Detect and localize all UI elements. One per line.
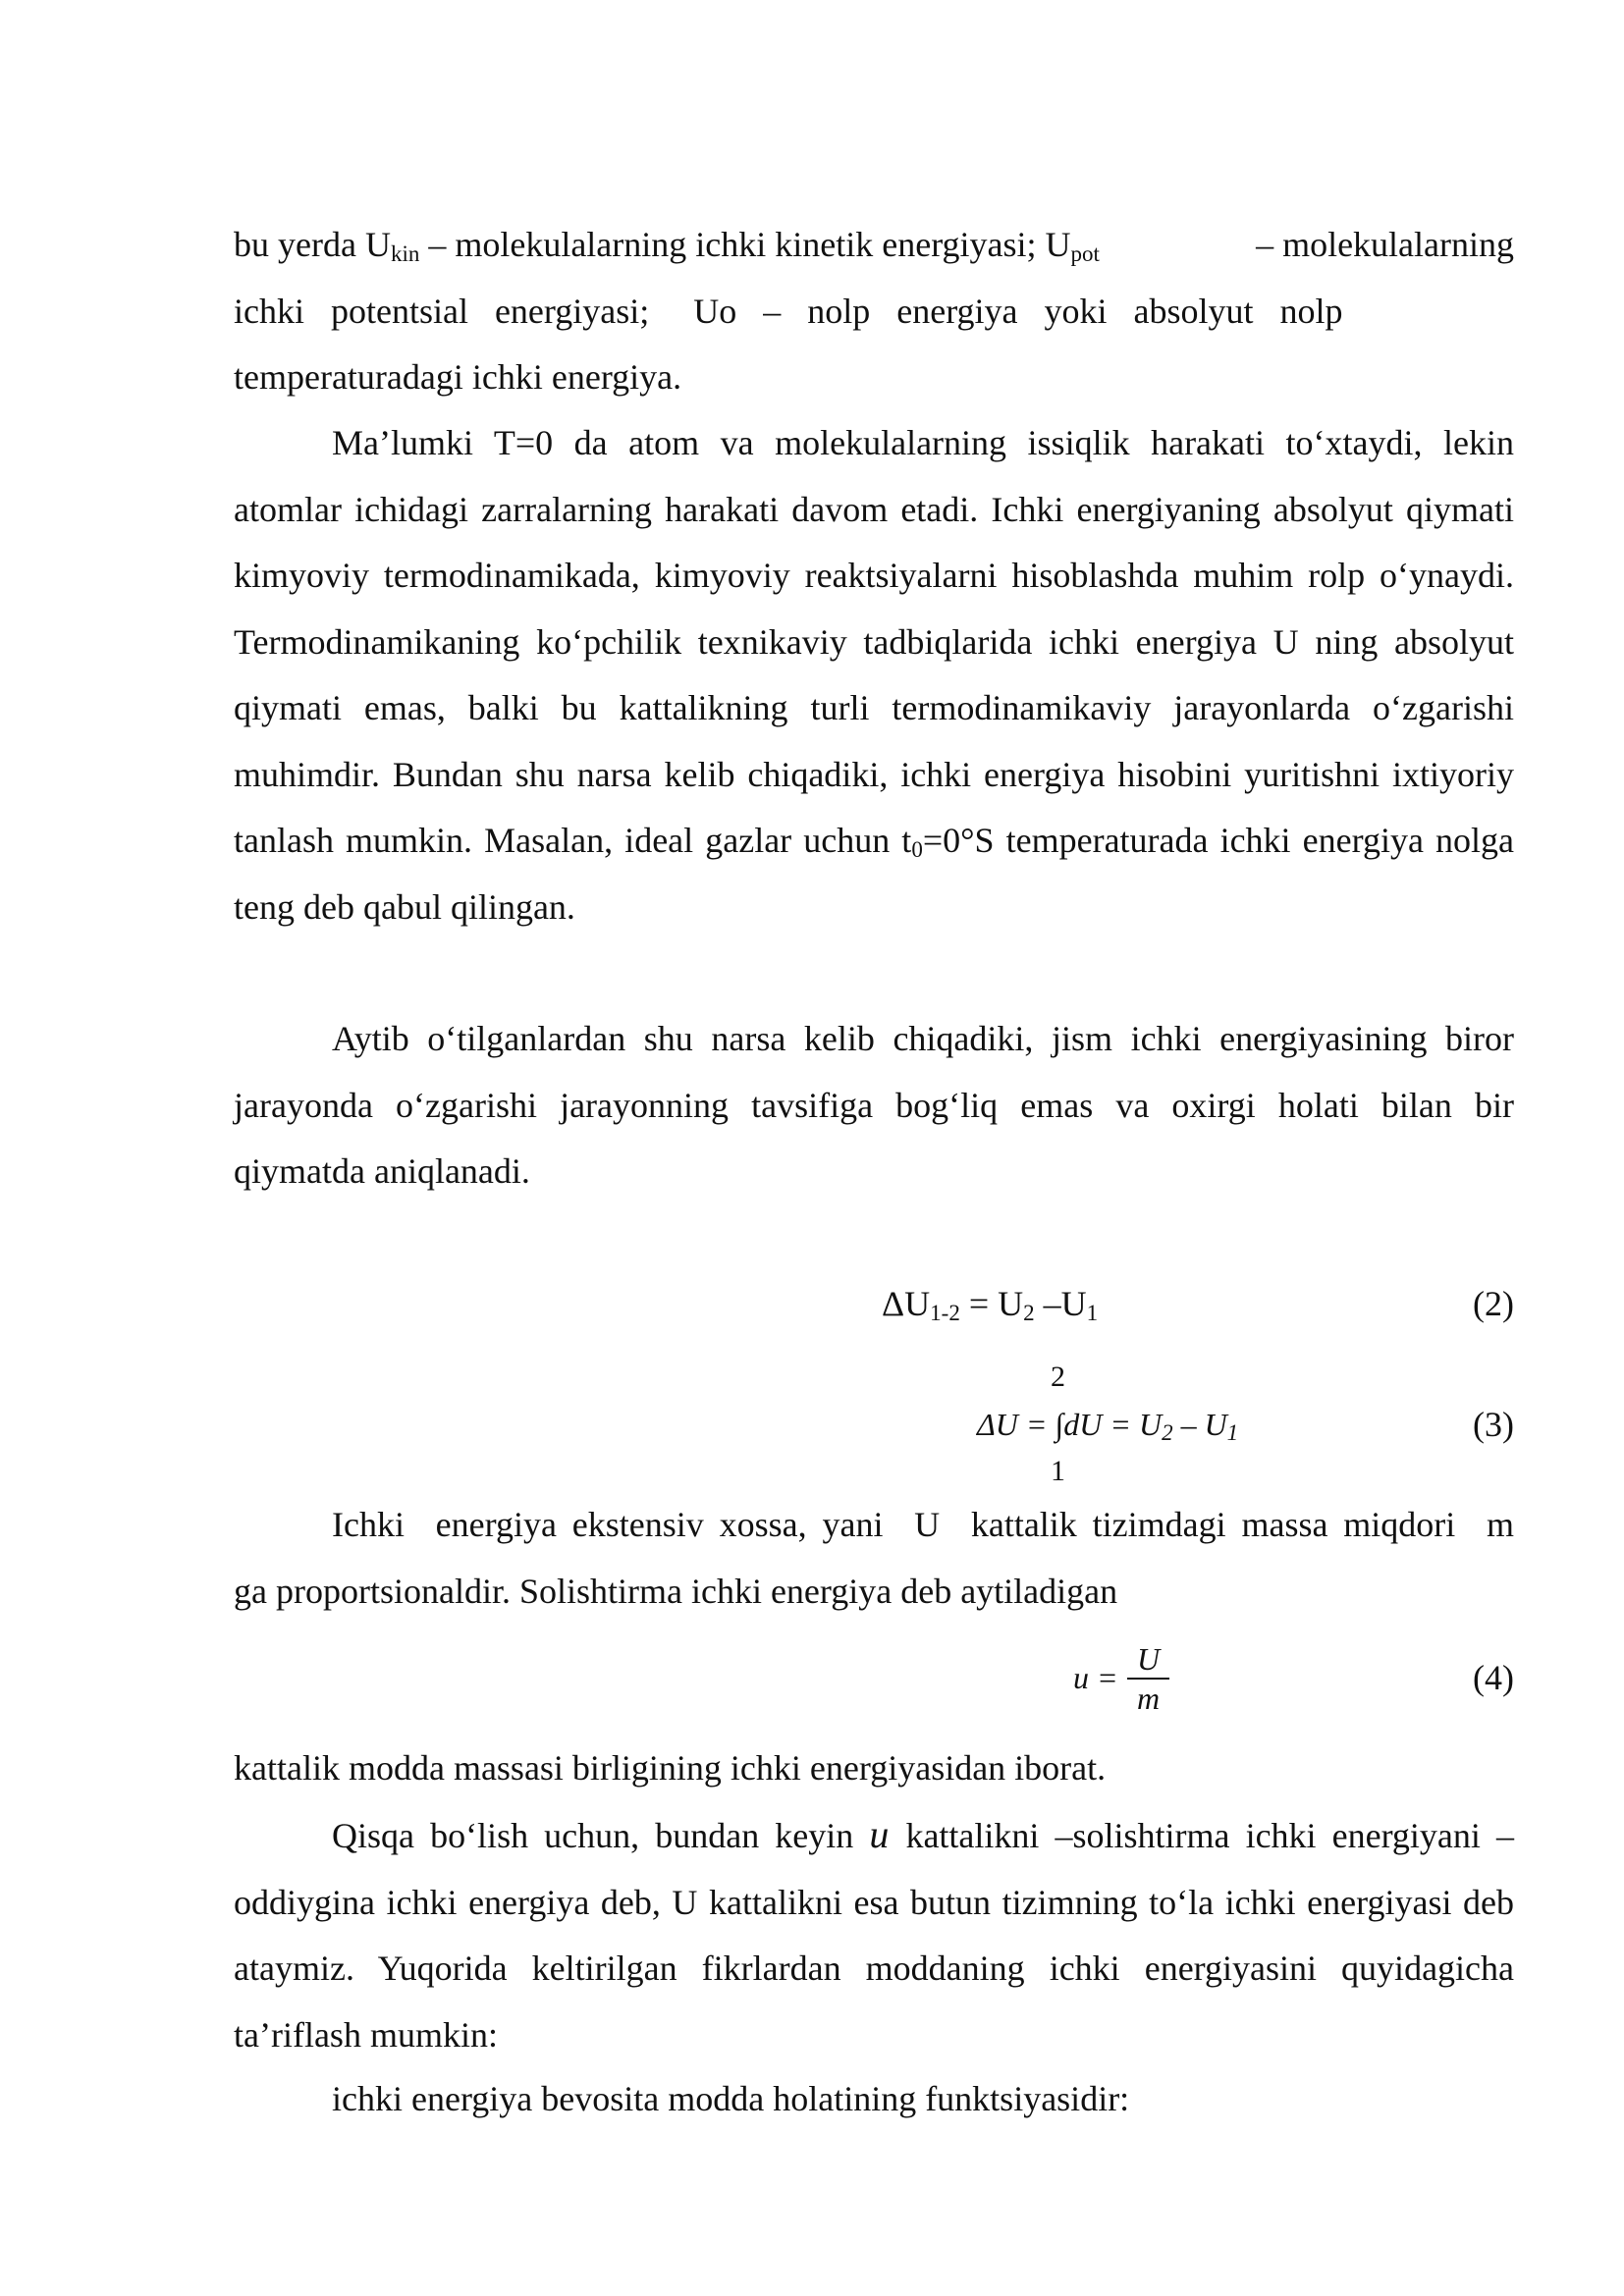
equation-4 <box>234 1634 1514 1723</box>
paragraph-definitions-line2: ichki potentsial energiyasi; Uo – nolp energiya yoki absolyut nolp <box>234 291 1343 331</box>
paragraph-brevity: Qisqa bo‘lish uchun, bundan keyin u kattalikni –solishtirma ichki energiyani –oddiygina ichki energiya deb, U kattalikni esa butun tizimning to‘la ichki energiyasi deb ataymiz. Yuqorida keltirilgan fikrlardan moddaning ichki energiyasini quyidagicha ta’riflash mumkin: <box>234 1812 1514 2055</box>
equation-4-numerator: U <box>1127 1640 1169 1680</box>
paragraph-change: Aytib o‘tilganlardan shu narsa kelib chiqadiki, jism ichki energiyasining biror jarayonda o‘zgarishi jarayonning tavsifiga bog‘liq emas va oxirgi holati bilan bir qiymatda aniqlanadi. <box>234 1019 1514 1191</box>
equation-2-number: (2) <box>1473 1284 1514 1323</box>
equation-4-fraction <box>1127 1640 1169 1717</box>
paragraph-extensive: Ichki energiya ekstensiv xossa, yani U kattalik tizimdagi massa miqdori m ga proportsionaldir. Solishtirma ichki energiya deb aytiladigan <box>234 1505 1514 1611</box>
paragraph-definitions-line1: bu yerda $U_{kin}$ – molekulalarning ichki kinetik energiyasi; $U_{pot}$ – molekulalarning <box>234 225 1514 266</box>
equation-3-lower-limit: 1 <box>1051 1455 1065 1487</box>
equation-3-number: (3) <box>1473 1405 1514 1444</box>
equation-4-number: (4) <box>1473 1658 1514 1697</box>
paragraph-absolute-value: Ma’lumki T=0 da atom va molekulalarning issiqlik harakati to‘xtaydi, lekin atomlar ichidagi zarralarning harakati davom etadi. Ichki energiyaning absolyut qiymati kimyoviy termodinamikada, kimyoviy reaktsiyalarni hisoblashda muhim rolp o‘ynaydi. Termodinamikaning ko‘pchilik texnikaviy tadbiqlarida ichki energiya U ning absolyut qiymati emas, balki bu kattalikning turli termodinamikaviy jarayonlarda o‘zgarishi muhimdir. Bundan shu narsa kelib chiqadiki, ichki energiya hisobini yuritishni ixtiyoriy tanlash mumkin. Masalan, ideal gazlar uchun $t_0=0^\circ S$ temperaturada ichki energiya nolga teng deb qabul qilingan. <box>234 423 1514 927</box>
equation-3-body: $\Delta U = \int dU = U_2 - U_1$ <box>977 1407 1239 1445</box>
equation-4-lhs: u = <box>1073 1660 1118 1695</box>
equation-4-denominator: m <box>1137 1681 1161 1716</box>
equation-2-body: $\Delta U_{1-2} = U_2$ $-U_1$ <box>882 1284 1099 1325</box>
paragraph-state-function: ichki energiya bevosita modda holatining funktsiyasidir: <box>332 2079 1130 2118</box>
symbol-u: u <box>869 1812 906 1856</box>
paragraph-specific: kattalik modda massasi birligining ichki energiyasidan iborat. <box>234 1748 1107 1788</box>
paragraph-definitions-line3: temperaturadagi ichki energiya. <box>234 357 682 397</box>
equation-3 <box>234 1360 1514 1497</box>
equation-3-upper-limit: 2 <box>1051 1361 1065 1393</box>
equation-2 <box>234 1274 1514 1333</box>
paragraph-definitions <box>234 212 1514 411</box>
